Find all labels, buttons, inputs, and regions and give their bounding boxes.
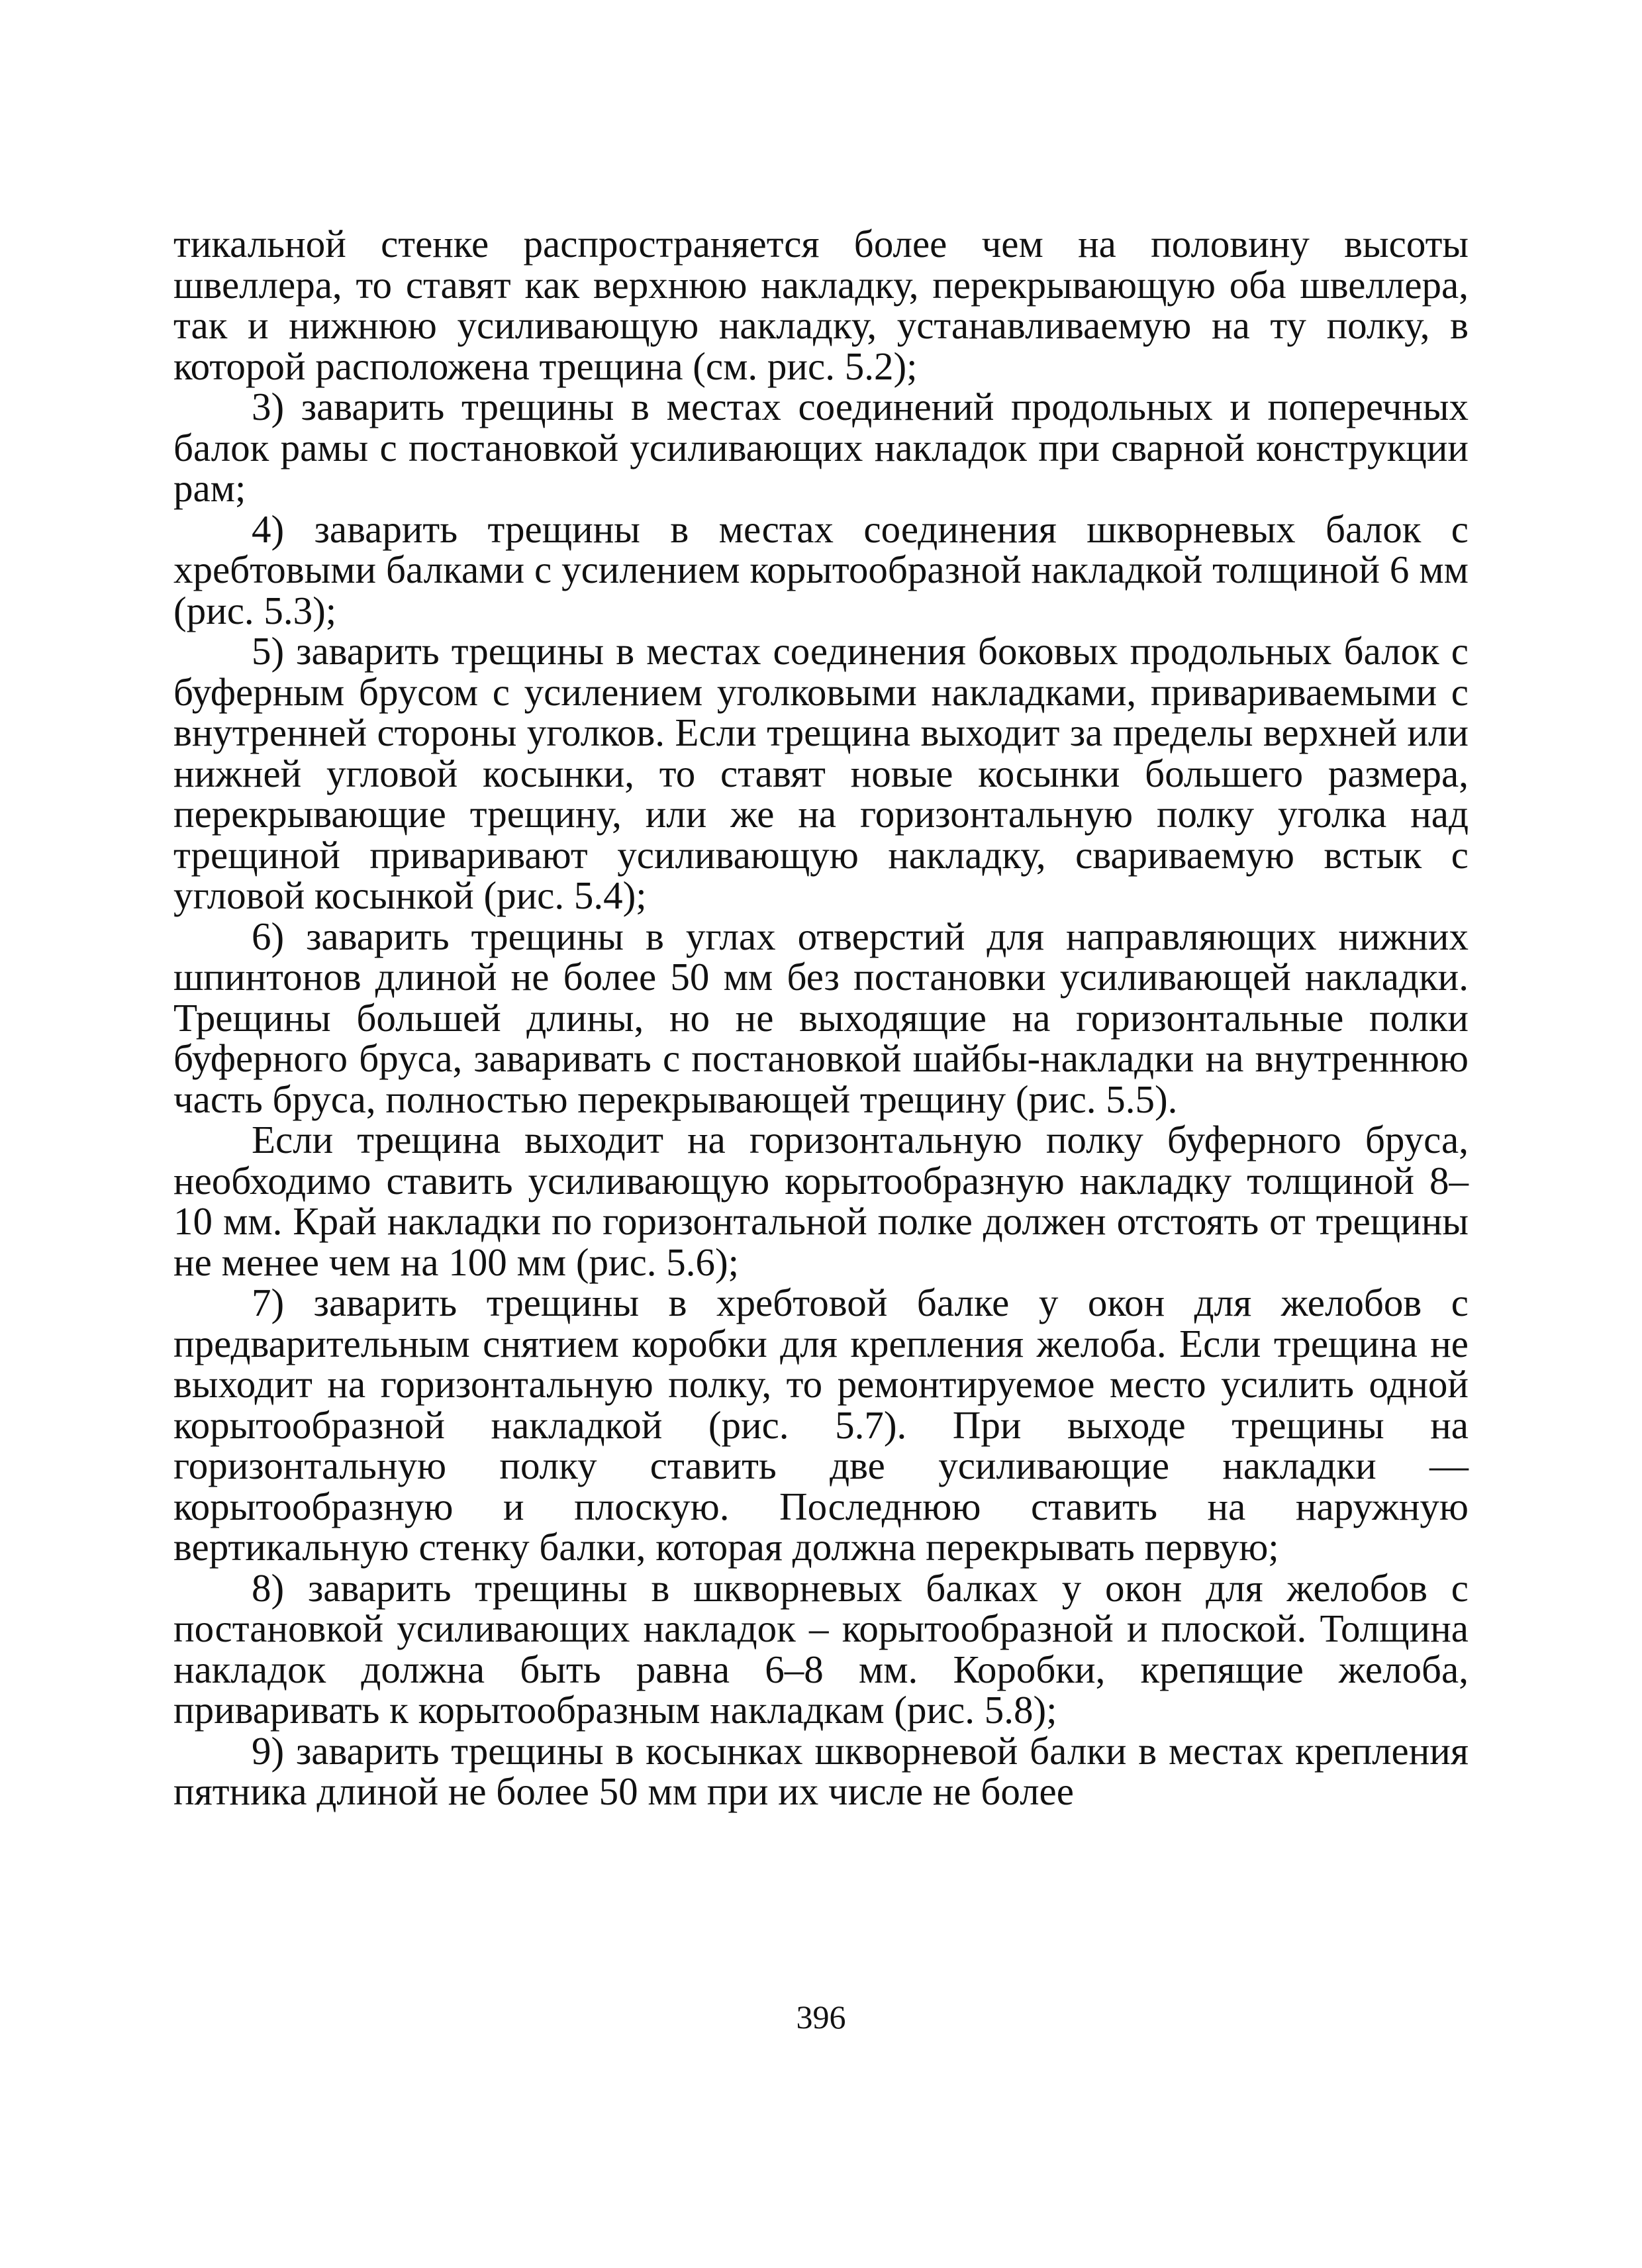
paragraph-continuation: тикальной стенке распространяется более чем на половину высоты швеллера, то ставят как верхнюю накладку, перекрывающую оба швеллера, так и нижнюю усиливающую накладку, устанавливаемую на ту полку, в которой расположена трещина (см. рис. 5.2); bbox=[173, 222, 1469, 388]
paragraph-item-9: 9) заварить трещины в косынках шкворневой балки в местах крепления пятника длиной не более 50 мм при их числе не более bbox=[173, 1728, 1469, 1813]
paragraph-item-4: 4) заварить трещины в местах соединения шкворневых балок с хребтовыми балками с усилением корытообразной накладкой толщиной 6 мм (рис. 5.3); bbox=[173, 507, 1469, 632]
paragraph-buffer-note: Если трещина выходит на горизонтальную полку буферного бруса, необходимо ставить усиливающую корытообразную накладку толщиной 8–10 мм. Край накладки по горизонтальной полке должен отстоять от трещины не менее чем на 100 мм (рис. 5.6); bbox=[173, 1118, 1469, 1284]
page-body bbox=[173, 224, 1469, 1812]
paragraph-item-7: 7) заварить трещины в хребтовой балке у окон для желобов с предварительным снятием коробки для крепления желоба. Если трещина не выходит на горизонтальную полку, то ремонтируемое место усилить одной корытообразной накладкой (рис. 5.7). При выходе трещины на горизонтальную полку ставить две усиливающие накладки — корытообразную и плоскую. Последнюю ставить на наружную вертикальную стенку балки, которая должна перекрывать первую; bbox=[173, 1281, 1469, 1569]
paragraph-item-5: 5) заварить трещины в местах соединения боковых продольных балок с буферным брусом с усилением уголковыми накладками, привариваемыми с внутренней стороны уголков. Если трещина выходит за пределы верхней или нижней угловой косынки, то ставят новые косынки большего размера, перекрывающие трещину, или же на горизонтальную полку уголка над трещиной приваривают усиливающую накладку, свариваемую встык с угловой косынкой (рис. 5.4); bbox=[173, 629, 1469, 917]
paragraph-item-6: 6) заварить трещины в углах отверстий для направляющих нижних шпинтонов длиной не более 50 мм без постановки усиливающей накладки. Трещины большей длины, но не выходящие на горизонтальные полки буферного бруса, заваривать с постановкой шайбы-накладки на внутреннюю часть бруса, полностью перекрывающей трещину (рис. 5.5). bbox=[173, 914, 1469, 1121]
paragraph-item-8: 8) заварить трещины в шкворневых балках у окон для желобов с постановкой усиливающих накладок – корытообразной и плоской. Толщина накладок должна быть равна 6–8 мм. Коробки, крепящие желоба, приваривать к корытообразным накладкам (рис. 5.8); bbox=[173, 1565, 1469, 1732]
page-number: 396 bbox=[796, 1998, 846, 2036]
paragraph-item-3: 3) заварить трещины в местах соединений продольных и поперечных балок рамы с постановкой усиливающих накладок при сварной конструкции рам; bbox=[173, 385, 1469, 510]
